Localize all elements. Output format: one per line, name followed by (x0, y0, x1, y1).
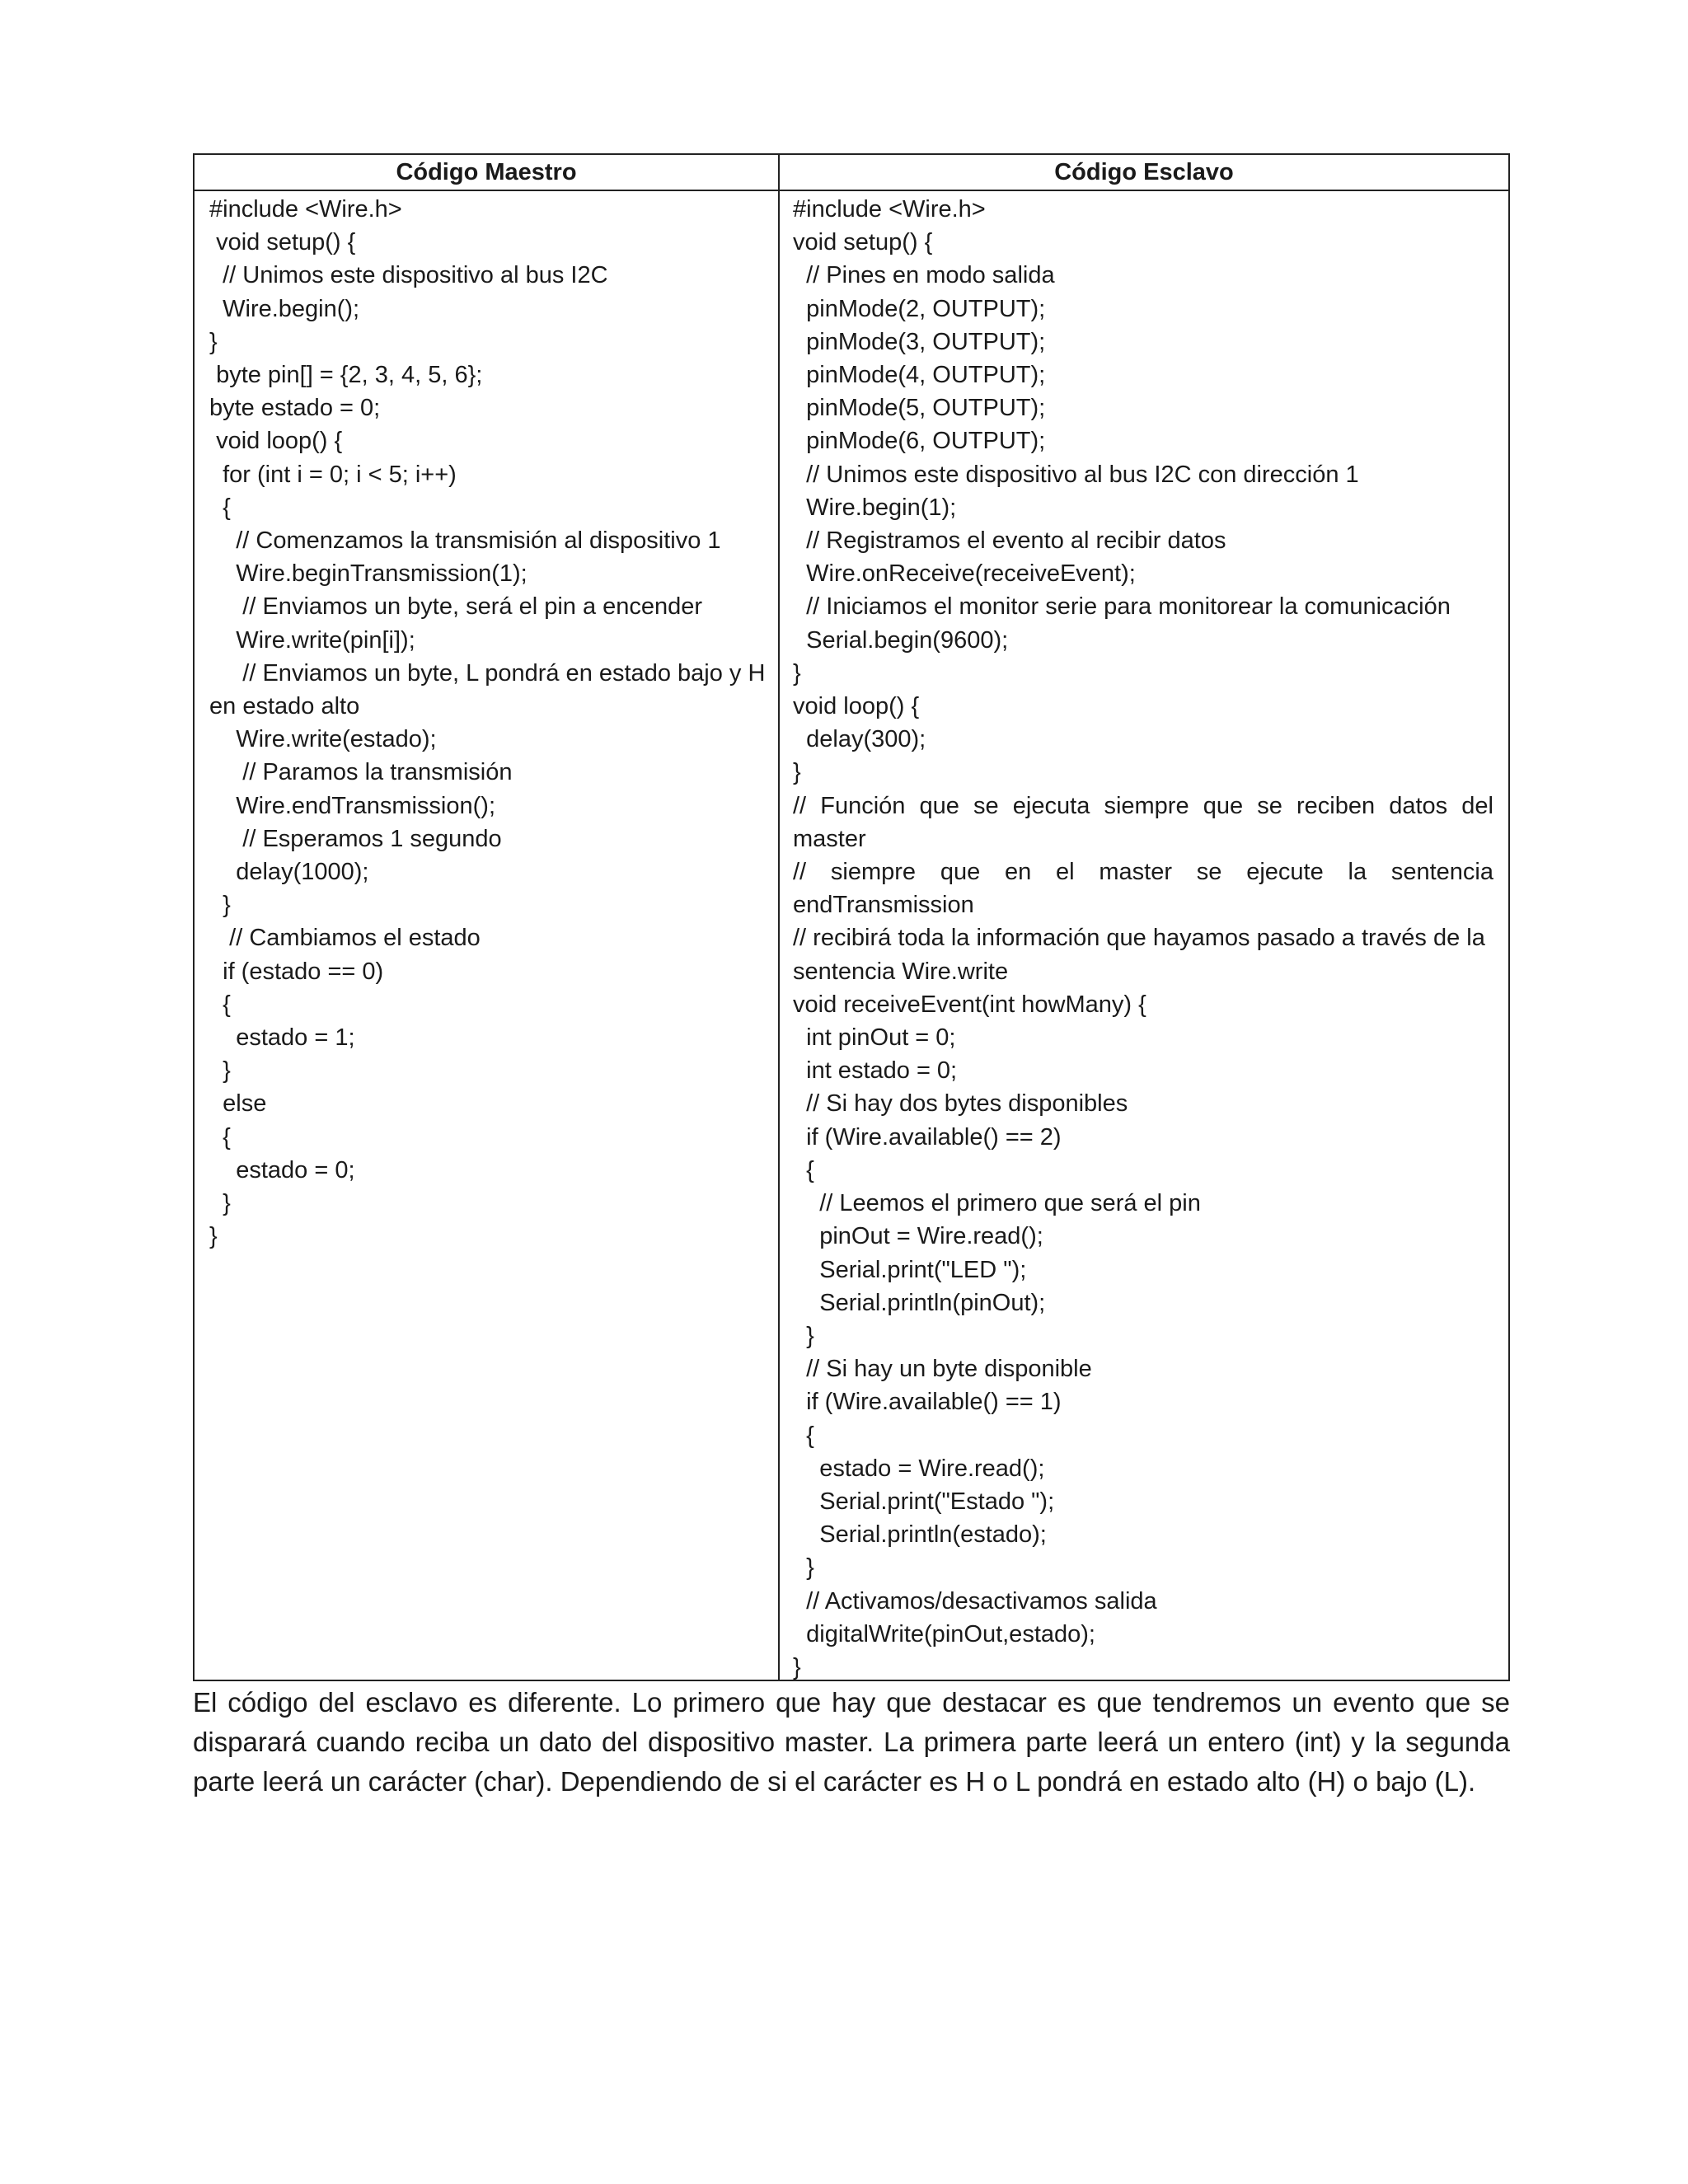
code-line: // recibirá toda la información que hayamos pasado a través de la sentencia Wire.write (793, 925, 1492, 985)
code-line: // Cambiamos el estado (209, 925, 481, 952)
code-line: else (209, 1090, 267, 1118)
code-line: { (209, 991, 231, 1018)
code-line: // Leemos el primero que será el pin (793, 1190, 1201, 1217)
code-line: #include <Wire.h> (209, 196, 402, 223)
code-line: // Pines en modo salida (793, 262, 1055, 289)
code-line: // Unimos este dispositivo al bus I2C con dirección 1 (793, 461, 1359, 488)
code-line: Serial.begin(9600); (793, 626, 1009, 654)
code-line: for (int i = 0; i < 5; i++) (209, 461, 457, 488)
code-line: { (209, 494, 231, 521)
code-line: #include <Wire.h> (793, 196, 986, 223)
code-line: // Comenzamos la transmisión al dispositivo 1 (209, 527, 721, 555)
code-line: delay(1000); (209, 859, 369, 886)
code-line: // Activamos/desactivamos salida (793, 1587, 1157, 1615)
code-line: byte pin[] = {2, 3, 4, 5, 6}; (209, 362, 483, 389)
code-line: Wire.write(estado); (209, 726, 437, 753)
code-line: // siempre que en el master se ejecute la sentencia endTransmission (793, 859, 1501, 919)
code-line: { (793, 1156, 814, 1183)
code-line: // Función que se ejecuta siempre que se reciben datos del master (793, 792, 1501, 852)
code-line: } (209, 892, 231, 919)
code-line: } (793, 659, 801, 687)
code-line: // Registramos el evento al recibir datos (793, 527, 1226, 555)
code-line: Wire.endTransmission(); (209, 792, 496, 819)
code-line: } (793, 1554, 814, 1582)
code-line: // Si hay un byte disponible (793, 1356, 1092, 1383)
code-line: byte estado = 0; (209, 395, 381, 422)
explanation-paragraph: El código del esclavo es diferente. Lo primero que hay que destacar es que tendremos un evento que se disparará cuando reciba un dato del dispositivo master. La primera parte leerá un entero (int) y la segunda parte leerá un carácter (char). Dependiendo de si el carácter es H o L pondrá en estado alto (H) o bajo (L). (193, 1687, 1510, 1797)
code-line: } (793, 759, 801, 786)
code-line: estado = 0; (209, 1156, 355, 1183)
code-line: } (793, 1653, 801, 1680)
master-code-block (195, 191, 780, 1680)
code-line: if (estado == 0) (209, 958, 384, 985)
code-line: Wire.write(pin[i]); (209, 626, 415, 654)
table-body-row (195, 191, 1508, 1680)
code-line: } (793, 1322, 814, 1349)
code-line: // Esperamos 1 segundo (209, 825, 502, 852)
code-line: // Paramos la transmisión (209, 759, 513, 786)
code-line: void setup() { (793, 229, 933, 256)
code-line: Wire.onReceive(receiveEvent); (793, 560, 1136, 588)
code-line: { (209, 1123, 231, 1151)
header-master-code: Código Maestro (195, 155, 780, 190)
code-line: int estado = 0; (793, 1057, 958, 1085)
code-line: digitalWrite(pinOut,estado); (793, 1620, 1095, 1647)
code-line: Serial.print("LED "); (793, 1256, 1027, 1283)
code-line: void loop() { (793, 693, 920, 720)
code-line: pinMode(5, OUTPUT); (793, 395, 1046, 422)
code-line: // Enviamos un byte, L pondrá en estado bajo y H en estado alto (209, 659, 772, 720)
code-line: delay(300); (793, 726, 926, 753)
code-line: // Enviamos un byte, será el pin a encender (209, 593, 703, 621)
slave-code-block (780, 191, 1508, 1680)
table-header-row (195, 155, 1508, 191)
code-line: Wire.beginTransmission(1); (209, 560, 528, 588)
code-line: pinMode(6, OUTPUT); (793, 428, 1046, 455)
code-line: void receiveEvent(int howMany) { (793, 991, 1146, 1018)
code-line: pinMode(4, OUTPUT); (793, 362, 1046, 389)
code-line: void setup() { (209, 229, 356, 256)
code-line: } (209, 1190, 231, 1217)
code-line: pinMode(2, OUTPUT); (793, 295, 1046, 322)
code-line: } (209, 1223, 218, 1250)
code-line: pinMode(3, OUTPUT); (793, 328, 1046, 355)
code-line: estado = Wire.read(); (793, 1455, 1045, 1482)
code-line: pinOut = Wire.read(); (793, 1223, 1043, 1250)
code-line: void loop() { (209, 428, 343, 455)
code-line: Serial.print("Estado "); (793, 1488, 1055, 1515)
code-line: // Unimos este dispositivo al bus I2C (209, 262, 608, 289)
code-line: Wire.begin(); (209, 295, 360, 322)
code-line: Serial.println(estado); (793, 1521, 1047, 1549)
code-line: { (793, 1422, 814, 1449)
code-line: Wire.begin(1); (793, 494, 957, 521)
code-line: } (209, 328, 218, 355)
code-line: } (209, 1057, 231, 1085)
code-line: // Si hay dos bytes disponibles (793, 1090, 1128, 1118)
code-line: Serial.println(pinOut); (793, 1289, 1046, 1316)
header-slave-code: Código Esclavo (1054, 159, 1234, 185)
code-line: if (Wire.available() == 1) (793, 1389, 1062, 1416)
code-line: estado = 1; (209, 1024, 355, 1052)
code-comparison-table (193, 153, 1510, 1681)
code-line: int pinOut = 0; (793, 1024, 956, 1052)
code-line: // Iniciamos el monitor serie para monitorear la comunicación (793, 593, 1451, 621)
code-line: if (Wire.available() == 2) (793, 1123, 1062, 1151)
